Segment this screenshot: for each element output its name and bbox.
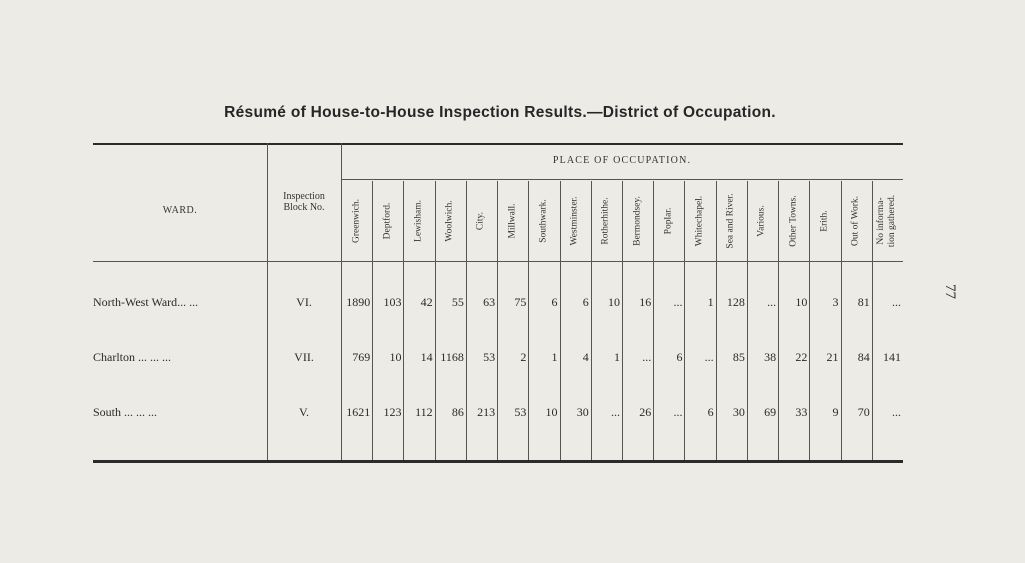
column-header [341,181,372,261]
table-cell: 81 [857,295,870,309]
row-ward-label: Charlton ... ... ... [93,350,171,364]
column-header-label: Deptford. [382,202,393,240]
column-header [466,181,497,261]
block-header: Inspection Block No. [283,191,325,213]
table-cell: 85 [732,350,745,364]
table-bottom-rule [93,460,903,463]
table-cell: 1 [613,350,620,364]
table-cell: 1621 [346,405,371,419]
column-header [528,181,559,261]
table-cell: 22 [795,350,808,364]
table-cell: 3 [832,295,839,309]
group-header-rule [341,179,903,180]
table-cell: 769 [352,350,371,364]
column-header [716,181,747,261]
column-header-label: Whitechapel. [694,195,705,247]
table-cell: 213 [477,405,496,419]
table-cell: 6 [707,405,714,419]
column-header-label: Westminster. [569,196,580,246]
column-header [841,181,872,261]
column-header-label: Southwark. [538,199,549,243]
table-cell: 6 [551,295,558,309]
table-cell: 69 [764,405,777,419]
table-cell: ... [610,405,620,419]
column-header-label: Various. [756,205,767,237]
page-title: Résumé of House-to-House Inspection Results.—District of Occupation. [224,104,776,121]
row-ward-label: North-West Ward... ... [93,295,199,309]
table-cell: 75 [514,295,527,309]
table-cell: 4 [582,350,589,364]
table-cell: 128 [726,295,745,309]
table-cell: 10 [545,405,558,419]
column-header-label: Poplar. [663,207,674,235]
column-header [497,181,528,261]
column-header [809,181,840,261]
table-cell: 2 [520,350,527,364]
table-cell: 21 [826,350,839,364]
table-cell: 33 [795,405,808,419]
table-cell: 84 [857,350,870,364]
table-cell: 86 [451,405,464,419]
row-block-number: VII. [294,350,314,364]
table-cell: 53 [483,350,496,364]
column-header-label: Millwall. [507,203,518,239]
column-header-label: No informa- tion gathered. [876,194,898,248]
column-header [435,181,466,261]
occupation-table [93,143,903,463]
row-ward-label: South ... ... ... [93,405,158,419]
column-header [591,181,622,261]
table-cell: 1890 [346,295,371,309]
row-block-number: VI. [296,295,312,309]
table-cell: 16 [639,295,652,309]
table-cell: 103 [383,295,402,309]
table-cell: 63 [483,295,496,309]
row-block-number: V. [298,405,310,419]
group-header: PLACE OF OCCUPATION. [552,155,692,166]
table-cell: 9 [832,405,839,419]
column-header [403,181,434,261]
column-header [560,181,591,261]
column-header-label: Lewisham. [413,200,424,242]
column-header [653,181,684,261]
column-header [778,181,809,261]
table-cell: 10 [607,295,620,309]
table-cell: 123 [383,405,402,419]
table-cell: 53 [514,405,527,419]
table-cell: 1168 [440,350,464,364]
table-cell: 30 [576,405,589,419]
table-cell: ... [767,295,777,309]
table-cell: ... [891,295,901,309]
column-header-label: Sea and River. [725,193,736,249]
table-cell: 112 [415,405,433,419]
column-header [747,181,778,261]
ward-header: WARD. [162,205,198,216]
table-cell: ... [704,350,714,364]
table-cell: 70 [857,405,870,419]
table-cell: ... [642,350,652,364]
table-cell: 141 [882,350,901,364]
table-cell: 1 [707,295,714,309]
table-cell: 1 [551,350,558,364]
table-cell: 6 [582,295,589,309]
table-cell: 55 [451,295,464,309]
column-header-label: Out of Work. [850,196,861,246]
column-header [622,181,653,261]
table-cell: ... [673,405,683,419]
column-header-label: Erith. [819,210,830,232]
table-cell: 30 [732,405,745,419]
column-header-label: Woolwich. [444,200,455,242]
table-cell: ... [891,405,901,419]
column-header-label: Rotherhithe. [600,197,611,245]
column-header [684,181,715,261]
table-cell: 38 [764,350,777,364]
table-cell: 14 [420,350,433,364]
table-cell: 6 [676,350,683,364]
column-header [372,181,403,261]
column-header-label: Other Towns. [788,195,799,247]
table-cell: ... [673,295,683,309]
column-header-label: Greenwich. [351,198,362,244]
column-header [872,181,903,261]
column-header-label: Bermondsey. [632,196,643,246]
page-number: 77 [942,284,958,299]
column-header-label: City. [475,211,486,231]
table-cell: 10 [795,295,808,309]
table-cell: 10 [389,350,402,364]
table-cell: 26 [639,405,652,419]
table-top-rule [93,143,903,145]
table-cell: 42 [420,295,433,309]
